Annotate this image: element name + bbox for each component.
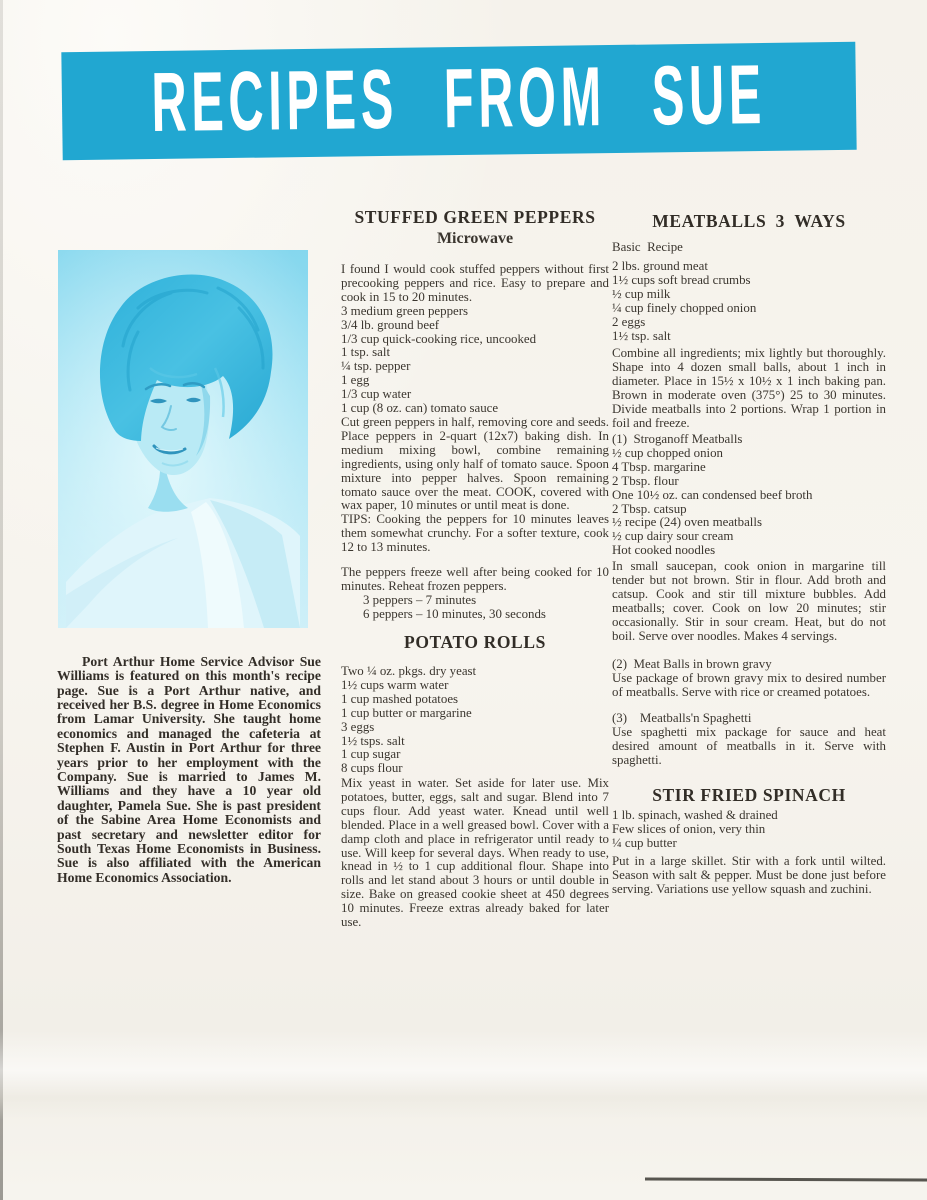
scan-edge-artifact bbox=[0, 0, 3, 1200]
recipe-stir-fried-spinach-directions bbox=[612, 855, 886, 897]
recipe-meatballs-basic-label bbox=[612, 241, 886, 255]
recipe-title: STIR FRIED SPINACH bbox=[652, 785, 846, 805]
ingredient-line: ½ cup milk bbox=[612, 286, 671, 301]
ingredient-line: ¼ cup butter bbox=[612, 835, 677, 850]
ingredient-list bbox=[612, 447, 886, 558]
ingredient-line: 8 cups flour bbox=[341, 761, 403, 776]
ingredient-line: 4 Tbsp. margarine bbox=[612, 459, 706, 474]
recipe-potato-rolls-header bbox=[341, 632, 609, 652]
ingredient-line: 3/4 lb. ground beef bbox=[341, 317, 440, 332]
scan-line-artifact bbox=[645, 1178, 927, 1182]
recipe-stir-fried-spinach-header bbox=[612, 785, 886, 805]
scan-band-artifact bbox=[0, 1030, 927, 1120]
ingredient-line: ¼ cup finely chopped onion bbox=[612, 300, 757, 315]
ingredient-line: ½ recipe (24) oven meatballs bbox=[612, 515, 762, 530]
recipe-meatballs-ingredients bbox=[612, 260, 886, 343]
recipe-title: MEATBALLS 3 WAYS bbox=[652, 211, 846, 231]
ingredient-line: 3 medium green peppers bbox=[341, 303, 469, 318]
directions-text: Mix yeast in water. Set aside for later use. Mix potatoes, butter, eggs, salt and sugar. Blend into 7 cups flour. Add yeast water. Knead until well blended. Place in a well greased bowl. Cover with a damp cloth and place in refrigerator until ready to use. Will keep for several days. When ready to use, knead in ½ to 1 cup additional flour. Shape into rolls and let stand about 3 hours or until double in size. Bake on greased cookie sheet at 450 degrees 10 minutes. Freeze extras already baked for later use. bbox=[341, 776, 609, 930]
ingredient-line: 1/3 cup water bbox=[341, 387, 412, 402]
photo-frame bbox=[58, 250, 308, 628]
reheat-time-line: 3 peppers – 7 minutes bbox=[363, 592, 477, 607]
basic-recipe-label: Basic Recipe bbox=[612, 240, 683, 254]
recipe-subtitle: Microwave bbox=[436, 230, 514, 247]
page-title: RECIPES FROM SUE bbox=[151, 46, 767, 150]
ingredient-list bbox=[341, 305, 609, 416]
directions-text: Combine all ingredients; mix lightly but thoroughly. Shape into 4 dozen small balls, about 1 inch in diameter. Place in 15½ x 10½ x 1 inch baking pan. Brown in moderate oven (375°) 25 to 30 minutes. Divide meatballs into 2 portions. Wrap 1 portion in foil and freeze. bbox=[612, 346, 886, 430]
recipe-stir-fried-spinach-ingredients bbox=[612, 809, 886, 851]
ingredient-line: 2 eggs bbox=[612, 314, 646, 329]
ingredient-line: One 10½ oz. can condensed beef broth bbox=[612, 487, 813, 502]
directions-text: Use package of brown gravy mix to desired number of meatballs. Serve with rice or creamed potatoes. bbox=[612, 670, 886, 699]
ingredient-list bbox=[341, 665, 609, 776]
directions-text: Cut green peppers in half, removing core and seeds. Place peppers in 2-quart (12x7) baking dish. In medium mixing bowl, combine remaining ingredients, using only half of tomato sauce. Spoon mixture into pepper halves. Spoon remaining tomato sauce over the meat. COOK, covered with wax paper, 10 minutes or until meat is done. bbox=[341, 415, 609, 513]
recipe-potato-rolls-ingredients bbox=[341, 665, 609, 776]
ingredient-line: 1½ cups soft bread crumbs bbox=[612, 272, 751, 287]
ingredient-line: 1/3 cup quick-cooking rice, uncooked bbox=[341, 331, 537, 346]
ingredient-line: 2 Tbsp. catsup bbox=[612, 501, 687, 516]
recipe-title: POTATO ROLLS bbox=[404, 632, 546, 652]
meatballs-variation-3 bbox=[612, 712, 886, 768]
ingredient-line: 1 cup butter or margarine bbox=[341, 705, 472, 720]
meatballs-variation-1 bbox=[612, 433, 886, 558]
ingredient-line: ¼ tsp. pepper bbox=[341, 359, 411, 374]
meatballs-variation-1-directions bbox=[612, 560, 886, 643]
ingredient-line: 1 lb. spinach, washed & drained bbox=[612, 808, 778, 822]
portrait-photo bbox=[58, 250, 308, 628]
ingredient-line: 1 tsp. salt bbox=[341, 345, 391, 360]
freezing-note: The peppers freeze well after being cooked for 10 minutes. Reheat frozen peppers. bbox=[341, 565, 609, 593]
ingredient-line: ½ cup chopped onion bbox=[612, 445, 723, 460]
ingredient-list bbox=[612, 809, 886, 851]
ingredient-line: ½ cup dairy sour cream bbox=[612, 529, 734, 544]
ingredient-line: 1 cup (8 oz. can) tomato sauce bbox=[341, 401, 499, 416]
bio-text: Port Arthur Home Service Advisor Sue Williams is featured on this month's recipe page. Sue is a Port Arthur native, and received her B.S. degree in Home Economics from Lamar University. She taught home economics and managed the cafeteria at Stephen F. Austin in Port Arthur for three years prior to her employment with the Company. Sue is married to James M. Williams and they have a 10 year old daughter, Pamela Sue. She is past president of the Sabine Area Home Economists and past secretary and newsletter editor for South Texas Home Economists in Business. Sue is also affiliated with the American Home Economics Association. bbox=[57, 653, 321, 885]
ingredient-line: Two ¼ oz. pkgs. dry yeast bbox=[341, 664, 477, 678]
directions-text: Use spaghetti mix package for sauce and heat desired amount of meatballs in it. Serve with spaghetti. bbox=[612, 724, 886, 767]
recipe-stuffed-green-peppers-ingredients bbox=[341, 263, 609, 416]
meatballs-variation-2 bbox=[612, 658, 886, 700]
middle-column bbox=[341, 203, 609, 963]
ingredient-line: 1½ cups warm water bbox=[341, 677, 449, 692]
recipe-stuffed-green-peppers-directions bbox=[341, 416, 609, 555]
ingredient-line: 1 cup mashed potatoes bbox=[341, 691, 459, 706]
ingredient-line: 2 lbs. ground meat bbox=[612, 259, 708, 273]
ingredient-line: 1½ tsps. salt bbox=[341, 733, 405, 748]
ingredient-line: 1 egg bbox=[341, 373, 370, 388]
recipe-stuffed-green-peppers-header bbox=[341, 207, 609, 248]
variation-heading: (1) Stroganoff Meatballs bbox=[612, 432, 743, 446]
directions-text: In small saucepan, cook onion in margarine till tender but not brown. Stir in flour. Add broth and catsup. Cook and stir till mixture bubbles. Add meatballs; cover. Cook on low 20 minutes; stir occasionally. Stir in sour cream. Heat, but do not boil. Serve over noodles. Makes 4 servings. bbox=[612, 559, 886, 643]
tips-text: TIPS: Cooking the peppers for 10 minutes leaves them somewhat crunchy. For a softer texture, cook 12 to 13 minutes. bbox=[341, 512, 609, 555]
ingredient-line: 2 Tbsp. flour bbox=[612, 473, 679, 488]
recipe-intro: I found I would cook stuffed peppers without first precooking peppers and rice. Easy to prepare and cook in 15 to 20 minutes. bbox=[341, 262, 609, 304]
ingredient-line: 3 eggs bbox=[341, 719, 375, 734]
ingredient-line: Hot cooked noodles bbox=[612, 543, 716, 558]
recipe-stuffed-green-peppers-freezing bbox=[341, 566, 609, 622]
variation-heading: (2) Meat Balls in brown gravy bbox=[612, 657, 772, 671]
ingredient-line: 1 cup sugar bbox=[341, 747, 401, 762]
ingredient-line: 1½ tsp. salt bbox=[612, 328, 671, 343]
title-banner bbox=[61, 42, 856, 160]
variation-heading: (3) Meatballs'n Spaghetti bbox=[612, 711, 752, 725]
directions-text: Put in a large skillet. Stir with a fork until wilted. Season with salt & pepper. Must be done just before serving. Variations use yellow squash and zuchini. bbox=[612, 854, 886, 896]
recipe-meatballs-header bbox=[612, 211, 886, 231]
ingredient-list bbox=[612, 260, 886, 343]
reheat-time-line: 6 peppers – 10 minutes, 30 seconds bbox=[363, 606, 546, 621]
ingredient-line: Few slices of onion, very thin bbox=[612, 821, 766, 836]
recipe-meatballs-directions bbox=[612, 347, 886, 430]
reheat-times-list bbox=[341, 594, 609, 622]
right-column bbox=[612, 203, 886, 933]
recipe-potato-rolls-directions bbox=[341, 777, 609, 930]
recipe-title: STUFFED GREEN PEPPERS bbox=[354, 207, 596, 227]
